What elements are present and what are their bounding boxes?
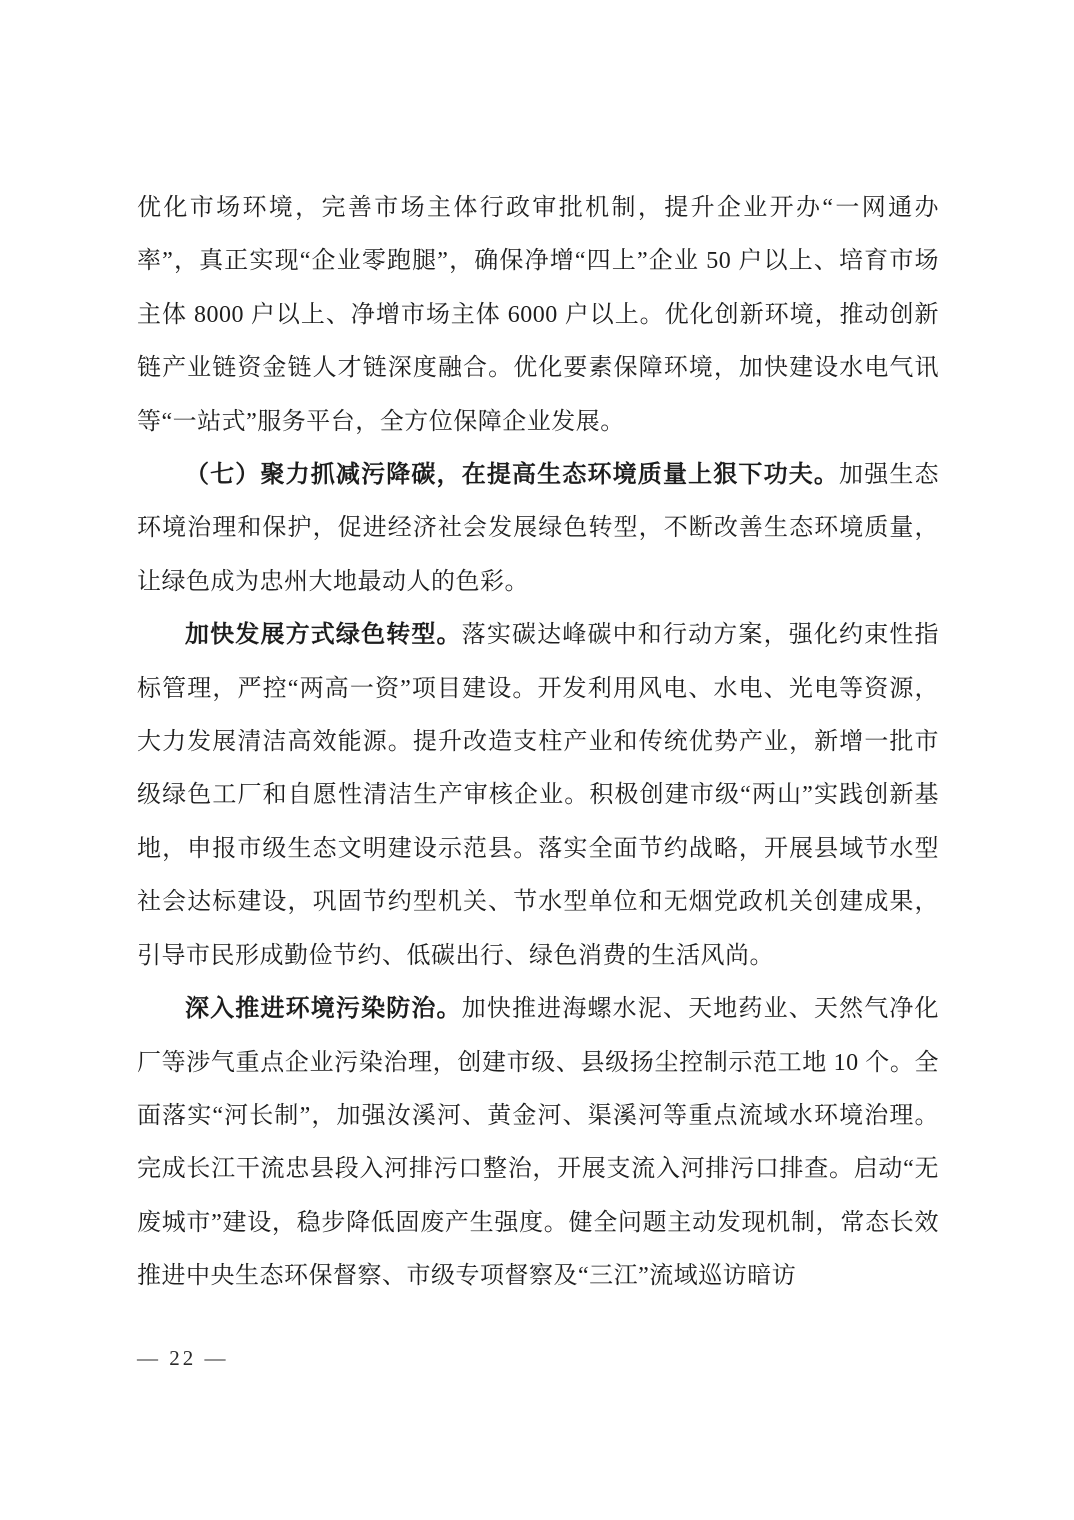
paragraph-body: 落实碳达峰碳中和行动方案，强化约束性指标管理，严控“两高一资”项目建设。开发利用风电、水电、光电等资源，大力发展清洁高效能源。提升改造支柱产业和传统优势产业，新增一批市级绿色工厂和自愿性清洁生产审核企业。积极创建市级“两山”实践创新基地，申报市级生态文明建设示范县。落实全面节约战略，开展县域节水型社会达标建设，巩固节约型机关、节水型单位和无烟党政机关创建成果，引导市民形成勤俭节约、低碳出行、绿色消费的生活风尚。 xyxy=(137,622,940,969)
paragraph-lead: 深入推进环境污染防治。 xyxy=(185,996,462,1023)
paragraph-lead: 加快发展方式绿色转型。 xyxy=(185,622,462,649)
paragraph-body: 加快推进海螺水泥、天地药业、天然气净化厂等涉气重点企业污染治理，创建市级、县级扬尘控制示范工地 10 个。全面落实“河长制”，加强汝溪河、黄金河、渠溪河等重点流域水环境治理。完成长江干流忠县段入河排污口整治，开展支流入河排污口排查。启动“无废城市”建设，稳步降低固废产生强度。健全问题主动发现机制，常态长效推进中央生态环保督察、市级专项督察及“三江”流域巡访暗访 xyxy=(137,996,940,1290)
paragraph-body: 加强生态环境治理和保护，促进经济社会发展绿色转型，不断改善生态环境质量，让绿色成为忠州大地最动人的色彩。 xyxy=(137,462,940,595)
paragraph-section-seven-heading xyxy=(137,449,939,609)
paragraph-pollution-control xyxy=(137,983,939,1303)
document-body xyxy=(137,182,939,1304)
page-number: — 22 — xyxy=(137,1346,229,1370)
paragraph-green-transition xyxy=(137,609,939,983)
paragraph-market-environment xyxy=(137,182,939,449)
paragraph-lead: （七）聚力抓减污降碳，在提高生态环境质量上狠下功夫。 xyxy=(185,462,840,489)
paragraph-body: 优化市场环境，完善市场主体行政审批机制，提升企业开办“一网通办率”，真正实现“企业零跑腿”，确保净增“四上”企业 50 户以上、培育市场主体 8000 户以上、净增市场主体 6000 户以上。优化创新环境，推动创新链产业链资金链人才链深度融合。优化要素保障环境，加快建设水电气讯等“一站式”服务平台，全方位保障企业发展。 xyxy=(137,195,939,435)
